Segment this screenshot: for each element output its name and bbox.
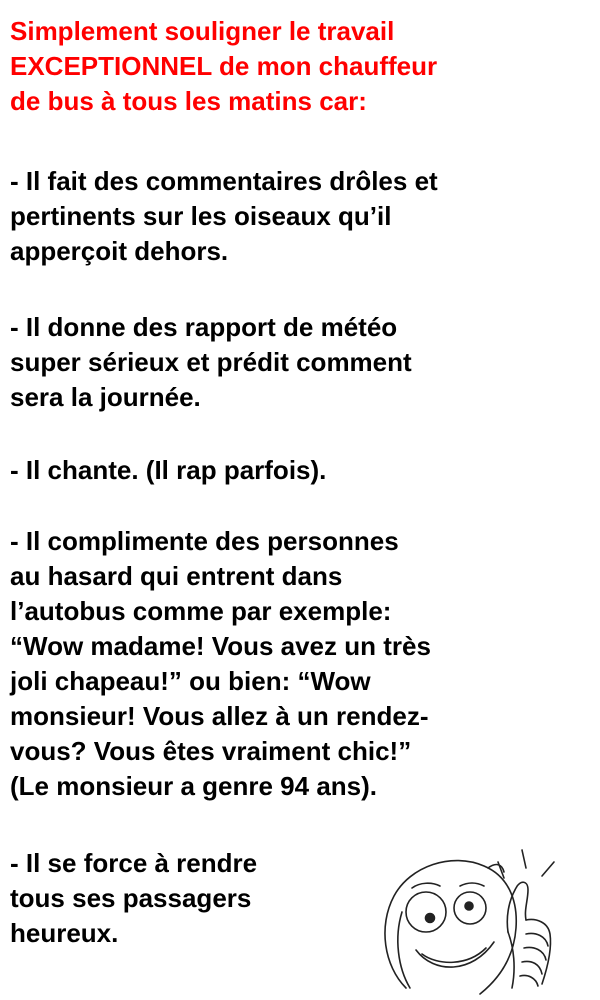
list-item-weather: - Il donne des rapport de météo super sérieux et prédit comment sera la journée. xyxy=(10,312,412,412)
list-item-birds: - Il fait des commentaires drôles et pertinents sur les oiseaux qu’il apperçoit dehors. xyxy=(10,166,438,266)
smiling-face-thumbs-up-icon xyxy=(376,838,590,998)
list-item-sings: - Il chante. (Il rap parfois). xyxy=(10,455,327,485)
headline: Simplement souligner le travail EXCEPTIONNEL de mon chauffeur de bus à tous les matins car: xyxy=(10,16,438,116)
list-item-happy-passengers: - Il se force à rendre tous ses passagers heureux. xyxy=(10,848,258,948)
list-item-compliments: - Il complimente des personnes au hasard qui entrent dans l’autobus comme par exemple: “Wow madame! Vous avez un très joli chapeau!” ou bien: “Wow monsieur! Vous allez à un rendez- vous? Vous êtes vraiment chic!” (Le monsieur a genre 94 ans). xyxy=(10,526,431,801)
